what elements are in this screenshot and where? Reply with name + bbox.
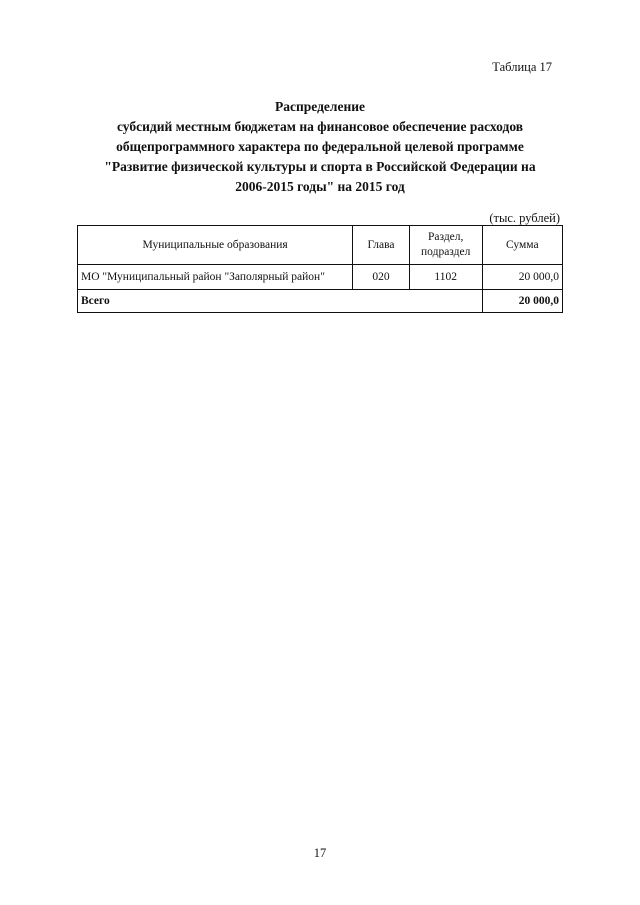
cell-municipality: МО "Муниципальный район "Заполярный район" [78,265,353,290]
total-label: Всего [78,290,483,313]
distribution-table [77,225,563,313]
document-title [70,97,570,197]
table-total-row [78,290,563,313]
cell-razdel: 1102 [409,265,482,290]
header-glava: Глава [353,226,410,265]
header-summa: Сумма [482,226,562,265]
header-razdel-line-2: подраздел [421,246,471,258]
table-number-label: Таблица 17 [492,60,552,74]
header-municipality: Муниципальные образования [78,226,353,265]
units-label: (тыс. рублей) [489,211,560,225]
cell-glava: 020 [353,265,410,290]
title-line-5: 2006-2015 годы" на 2015 год [235,179,405,194]
cell-summa: 20 000,0 [482,265,562,290]
header-razdel [409,226,482,265]
title-line-3: общепрограммного характера по федеральной целевой программе [116,139,524,154]
title-line-4: "Развитие физической культуры и спорта в Российской Федерации на [104,159,536,174]
title-line-2: субсидий местным бюджетам на финансовое обеспечение расходов [116,119,524,134]
total-summa: 20 000,0 [482,290,562,313]
page-number: 17 [313,846,327,860]
table-row [78,265,563,290]
header-razdel-line-1: Раздел, [427,231,464,243]
title-line-1: Распределение [274,99,366,114]
table-header-row [78,226,563,265]
